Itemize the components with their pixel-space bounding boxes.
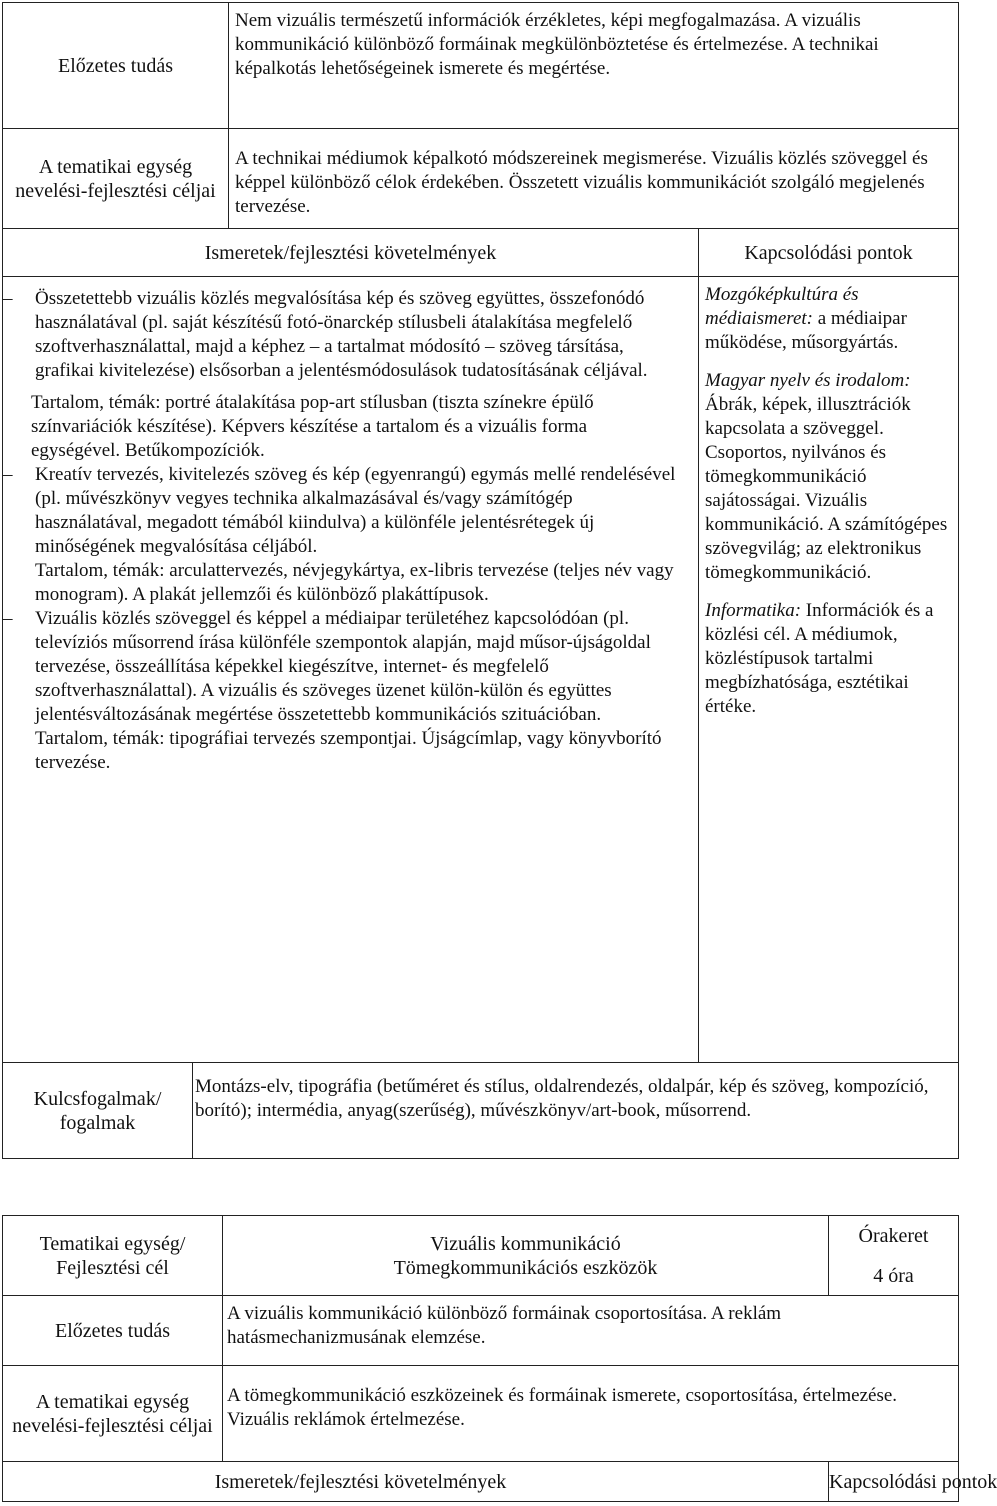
requirement-item xyxy=(3,463,680,559)
prior-knowledge-label-2: Előzetes tudás xyxy=(3,1296,223,1366)
prior-knowledge-text-2: A vizuális kommunikáció különböző formáinak csoportosítása. A reklám hatásmechanizmusának elemzése. xyxy=(223,1296,959,1366)
prior-knowledge-text: Nem vizuális természetű információk érzékletes, képi megfogalmazása. A vizuális kommunikáció különböző formáinak megkülönböztetése és értelmezése. A technikai képalkotás lehetőségeinek ismerete és megértése. xyxy=(229,3,959,129)
link-entry xyxy=(705,369,954,585)
requirement-content: Tartalom, témák: portré átalakítása pop-art stílusban (tiszta színekre épülő színvariációk készítése). Képvers készítése a tartalom és a vizuális forma egységével. Betűkompozíciók. xyxy=(31,392,594,461)
goals-row xyxy=(3,129,959,229)
link-text: a médiaipar működése, műsorgyártás. xyxy=(705,308,907,353)
link-entry xyxy=(705,283,954,355)
key-concepts-text: Montázs-elv, tipográfia (betűméret és stílus, oldalrendezés, oldalpár, kép és szöveg, kompozíció, borító); intermédia, anyag(szerűség), művészkönyv/art-book, műsorrend. xyxy=(193,1063,959,1159)
link-subject: Mozgóképkultúra és médiaismeret: xyxy=(705,284,859,329)
link-text: Ábrák, képek, illusztrációk kapcsolata a szöveggel. Csoportos, nyilvános és tömegkommunikáció sajátosságai. Vizuális kommunikáció. A számítógépes szövegvilág; az elektronikus tömegkommunikáció. xyxy=(705,394,948,583)
requirement-text: Vizuális közlés szöveggel és képpel a médiaipar területéhez kapcsolódóan (pl. televíziós műsorrend írása különféle szempontok alapján, majd műsor-újságoldal tervezése, összeállítása képekkel kiegészítve, internet- és megfelelő szoftverhasználattal). A vizuális és szöveges üzenet külön-külön és együttes jelentésváltozásának megértése összetettebb kommunikációs szituációban. xyxy=(35,608,651,725)
unit-title-sub: Tömegkommunikációs eszközök xyxy=(393,1256,658,1279)
requirement-text: Összetettebb vizuális közlés megvalósítása kép és szöveg együttes, összefonódó használatával (pl. saját készítésű fotó-önarckép stílusbeli átalakítása megfelelő szoftverhasználattal, majd a képhez – a tartalmat módosító – szöveg társítása, grafikai kivitelezése) elsősorban a jelentésmódosulások tudatosításának céljával. xyxy=(35,288,648,381)
requirement-content: Tartalom, témák: arculattervezés, névjegykártya, ex-libris tervezése (teljes név vagy monogram). A plakát jellemzői és különböző plakáttípusok. xyxy=(35,560,674,605)
requirements-cell xyxy=(3,277,699,1063)
key-concepts-row xyxy=(3,1063,959,1159)
unit-title xyxy=(223,1216,829,1296)
key-concepts-label: Kulcsfogalmak/ fogalmak xyxy=(3,1063,193,1159)
dash-marker: – xyxy=(3,464,13,485)
requirement-item xyxy=(3,287,680,383)
link-text: Információk és a közlési cél. A médiumok, közléstípusok tartalmi megbízhatósága, esztétikai értéke. xyxy=(705,600,934,717)
requirements-header-row xyxy=(3,229,959,277)
requirement-text: Kreatív tervezés, kivitelezés szöveg és kép (egyenrangú) egymás mellé rendelésével (pl. művészkönyv vegyes technika alkalmazásával és/vagy számítógép használatával, megadott témából kiindulva) a különféle jelentésrétegek új minőségének megvalósítása céljából. xyxy=(35,464,676,557)
goals-text: A technikai médiumok képalkotó módszereinek megismerése. Vizuális közlés szöveggel és képpel különböző célok érdekében. Összetett vizuális kommunikációt szolgáló megjelenés tervezése. xyxy=(229,129,959,229)
link-subject: Informatika: xyxy=(705,600,802,621)
requirement-content: Tartalom, témák: tipográfiai tervezés szempontjai. Újságcímlap, vagy könyvborító tervezése. xyxy=(35,728,662,773)
links-header-2: Kapcsolódási pontok xyxy=(829,1462,959,1502)
content-row xyxy=(3,277,959,1063)
requirements-header-2: Ismeretek/fejlesztési követelmények xyxy=(3,1462,829,1502)
hours-cell xyxy=(829,1216,959,1296)
unit-title-row xyxy=(3,1216,959,1296)
links-cell xyxy=(699,277,959,1063)
goals-label: A tematikai egység nevelési-fejlesztési céljai xyxy=(3,129,229,229)
prior-knowledge-row xyxy=(3,3,959,129)
goals-label-2: A tematikai egység nevelési-fejlesztési céljai xyxy=(3,1366,223,1462)
hours-label: Órakeret xyxy=(858,1224,929,1247)
unit-title-main: Vizuális kommunikáció xyxy=(430,1232,621,1255)
curriculum-table-1 xyxy=(2,2,959,1159)
requirement-item xyxy=(3,607,680,727)
requirements-header: Ismeretek/fejlesztési követelmények xyxy=(3,229,699,277)
requirements-header-row-2 xyxy=(3,1462,959,1502)
goals-row-2 xyxy=(3,1366,959,1462)
dash-marker: – xyxy=(3,288,13,309)
link-entry xyxy=(705,599,954,719)
hours-value: 4 óra xyxy=(873,1264,914,1287)
prior-knowledge-label: Előzetes tudás xyxy=(3,3,229,129)
unit-label: Tematikai egység/ Fejlesztési cél xyxy=(3,1216,223,1296)
links-header: Kapcsolódási pontok xyxy=(699,229,959,277)
goals-text-2: A tömegkommunikáció eszközeinek és formáinak ismerete, csoportosítása, értelmezése. Vizuális reklámok értelmezése. xyxy=(223,1366,959,1462)
link-subject: Magyar nyelv és irodalom: xyxy=(705,370,911,391)
dash-marker: – xyxy=(3,608,13,629)
curriculum-table-2 xyxy=(2,1215,997,1502)
prior-knowledge-row-2 xyxy=(3,1296,959,1366)
